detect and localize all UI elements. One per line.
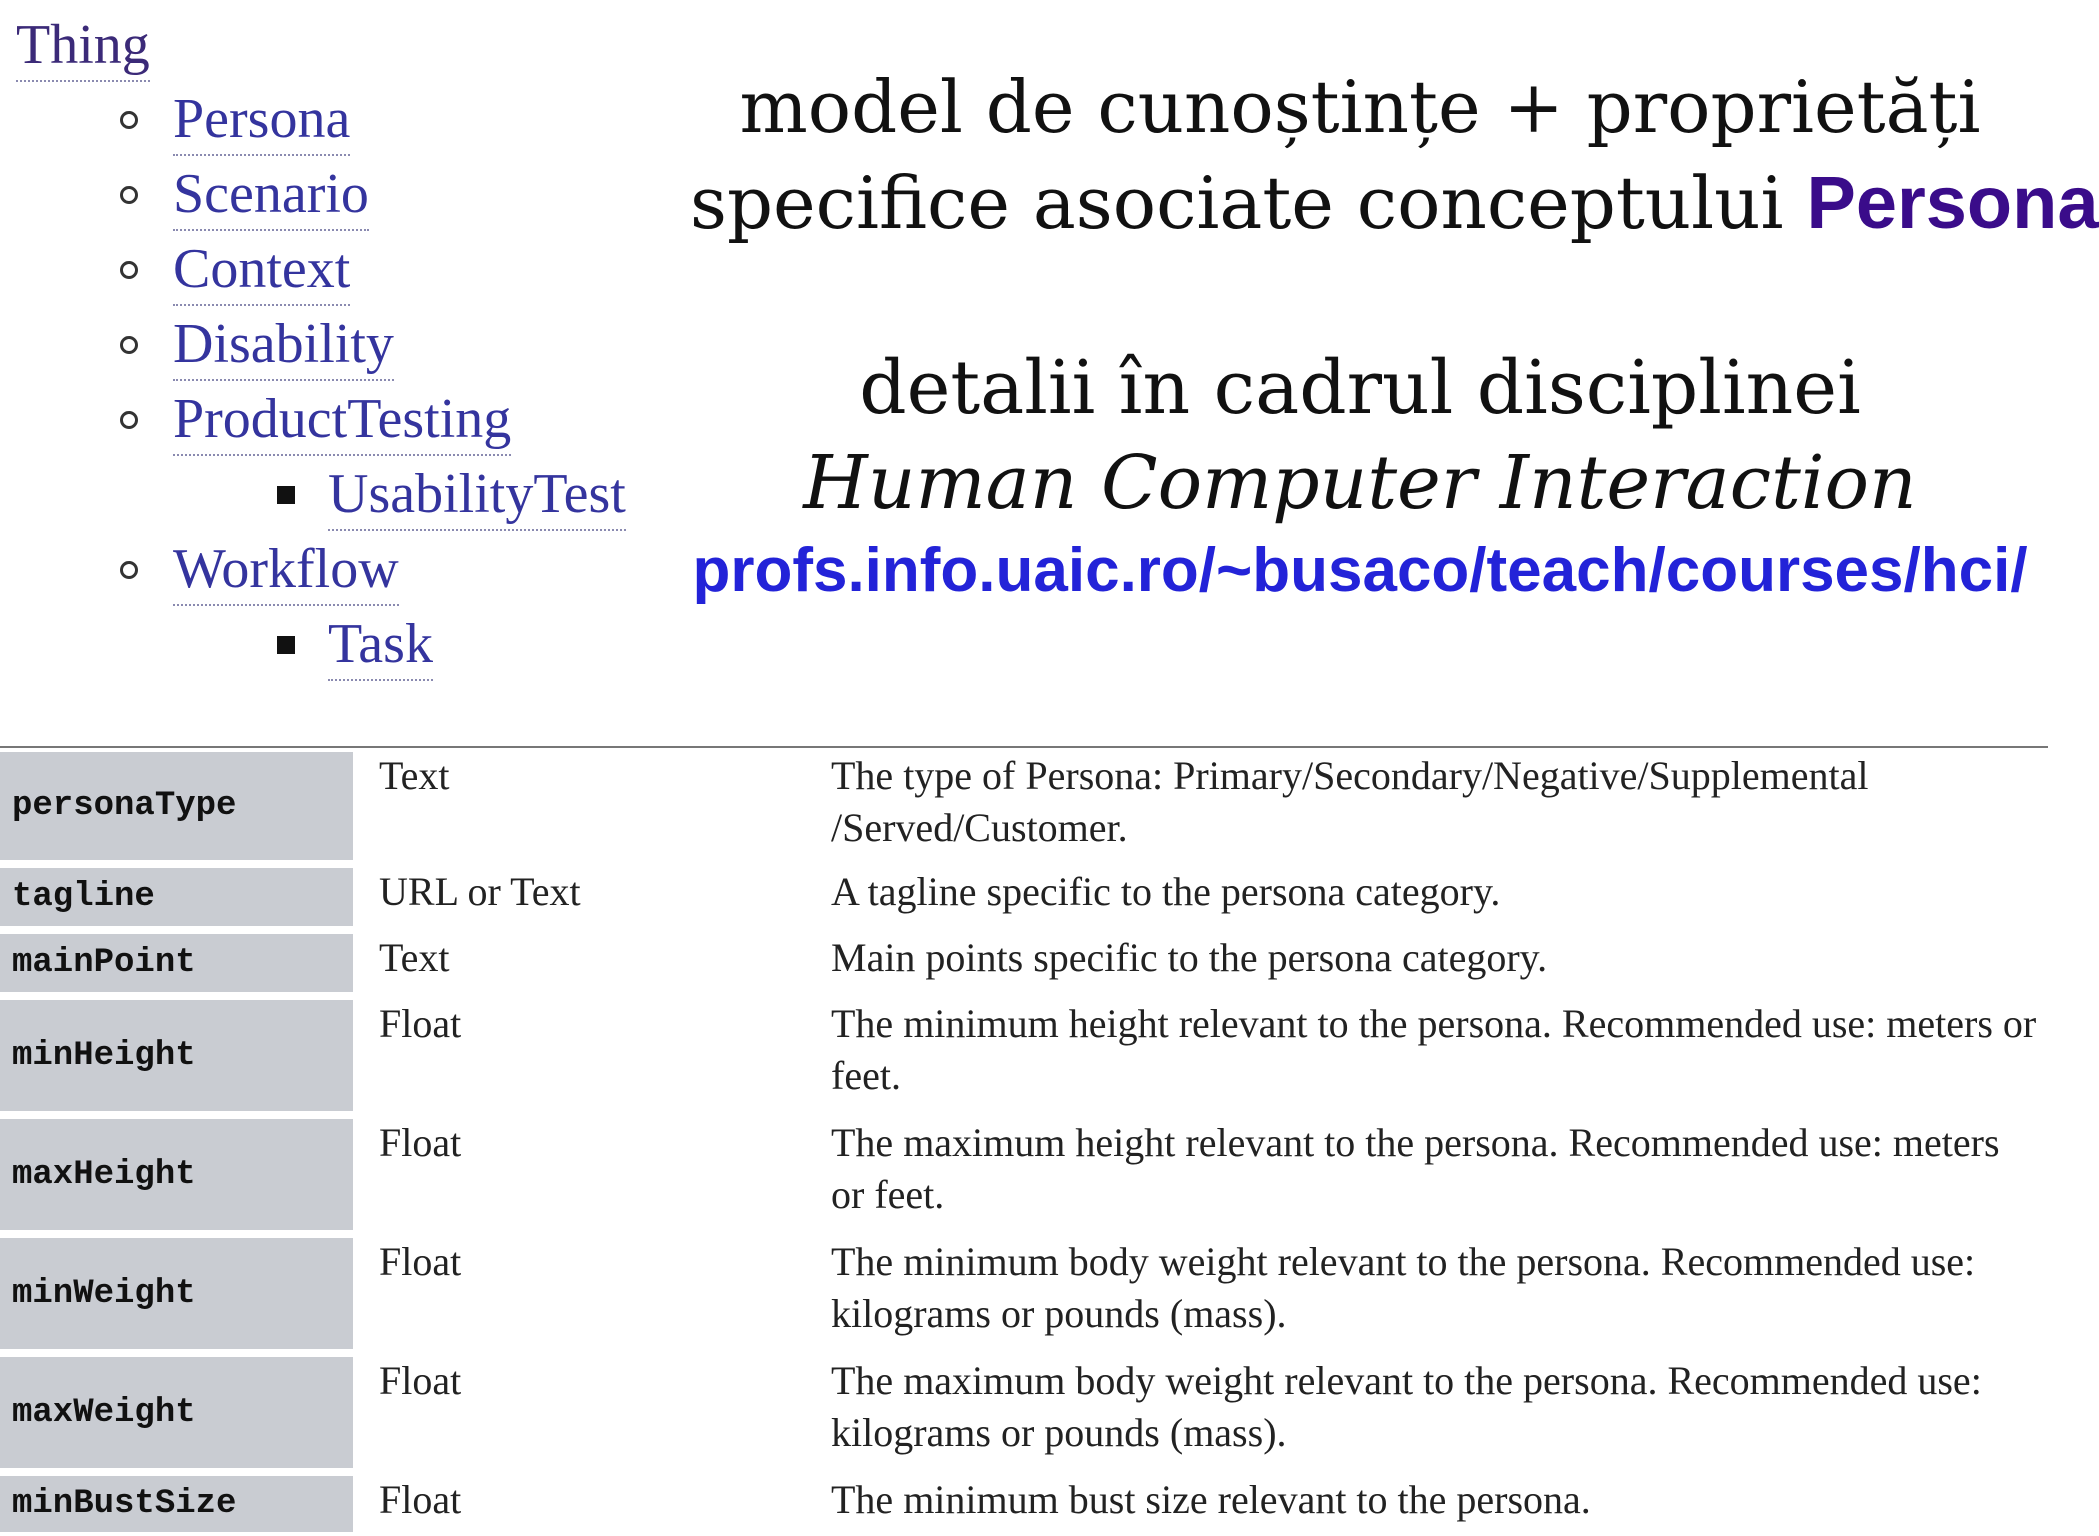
- property-type: Float: [379, 1001, 462, 1046]
- table-row: [0, 1234, 2048, 1353]
- course-url-link[interactable]: profs.info.uaic.ro/~busaco/teach/courses/hci/: [692, 536, 2028, 605]
- tree-item-persona[interactable]: Persona: [173, 84, 350, 156]
- property-description: A tagline specific to the persona category.: [831, 869, 1501, 914]
- details-line: detalii în cadrul disciplinei: [859, 345, 1861, 431]
- tree-root-thing[interactable]: Thing: [16, 10, 150, 82]
- property-name: minHeight: [0, 1000, 353, 1111]
- square-bullet-icon: [277, 636, 295, 654]
- property-type: Text: [379, 753, 450, 798]
- property-description: The type of Persona: Primary/Secondary/Negative/Supplemental /Served/Customer.: [831, 753, 1869, 850]
- property-description: The maximum height relevant to the persona. Recommended use: meters or feet.: [831, 1120, 2000, 1217]
- class-hierarchy-tree: [0, 0, 700, 700]
- properties-table: [0, 746, 2048, 1536]
- circle-bullet-icon: [120, 561, 138, 579]
- tree-item-workflow[interactable]: Workflow: [173, 534, 399, 606]
- concept-name: Persona: [1806, 161, 2099, 244]
- table-row: [0, 996, 2048, 1115]
- property-type: Float: [379, 1358, 462, 1403]
- property-name: personaType: [0, 752, 353, 860]
- property-description: The maximum body weight relevant to the persona. Recommended use: kilograms or pounds (mass).: [831, 1358, 1982, 1455]
- property-description: Main points specific to the persona category.: [831, 935, 1548, 980]
- circle-bullet-icon: [120, 411, 138, 429]
- property-type: URL or Text: [379, 869, 581, 914]
- property-description: The minimum bust size relevant to the persona.: [831, 1477, 1591, 1522]
- property-description: The minimum body weight relevant to the persona. Recommended use: kilograms or pounds (mass).: [831, 1239, 1976, 1336]
- tree-item-scenario[interactable]: Scenario: [173, 159, 369, 231]
- property-description: The minimum height relevant to the persona. Recommended use: meters or feet.: [831, 1001, 2037, 1098]
- heading-line-1: model de cunoștințe + proprietăți: [739, 65, 1981, 149]
- circle-bullet-icon: [120, 186, 138, 204]
- course-name: Human Computer Interaction: [803, 440, 1917, 526]
- circle-bullet-icon: [120, 111, 138, 129]
- property-type: Float: [379, 1239, 462, 1284]
- property-name: minWeight: [0, 1238, 353, 1349]
- property-type: Float: [379, 1477, 462, 1522]
- tree-item-usabilitytest[interactable]: UsabilityTest: [328, 459, 626, 531]
- property-name: minBustSize: [0, 1476, 353, 1532]
- table-row: [0, 748, 2048, 864]
- heading-line-2: [690, 155, 2099, 251]
- table-row: [0, 1353, 2048, 1472]
- property-name: tagline: [0, 868, 353, 926]
- property-name: maxWeight: [0, 1357, 353, 1468]
- circle-bullet-icon: [120, 336, 138, 354]
- property-name: mainPoint: [0, 934, 353, 992]
- tree-item-context[interactable]: Context: [173, 234, 350, 306]
- table-row: [0, 1472, 2048, 1536]
- circle-bullet-icon: [120, 261, 138, 279]
- heading-line-2-text: specifice asociate conceptului: [690, 161, 1807, 245]
- square-bullet-icon: [277, 486, 295, 504]
- property-type: Text: [379, 935, 450, 980]
- table-row: [0, 930, 2048, 996]
- tree-item-disability[interactable]: Disability: [173, 309, 394, 381]
- table-row: [0, 864, 2048, 930]
- property-name: maxHeight: [0, 1119, 353, 1230]
- tree-item-task[interactable]: Task: [328, 609, 433, 681]
- table-row: [0, 1115, 2048, 1234]
- property-type: Float: [379, 1120, 462, 1165]
- tree-item-producttesting[interactable]: ProductTesting: [173, 384, 511, 456]
- slide-text: [690, 60, 2099, 611]
